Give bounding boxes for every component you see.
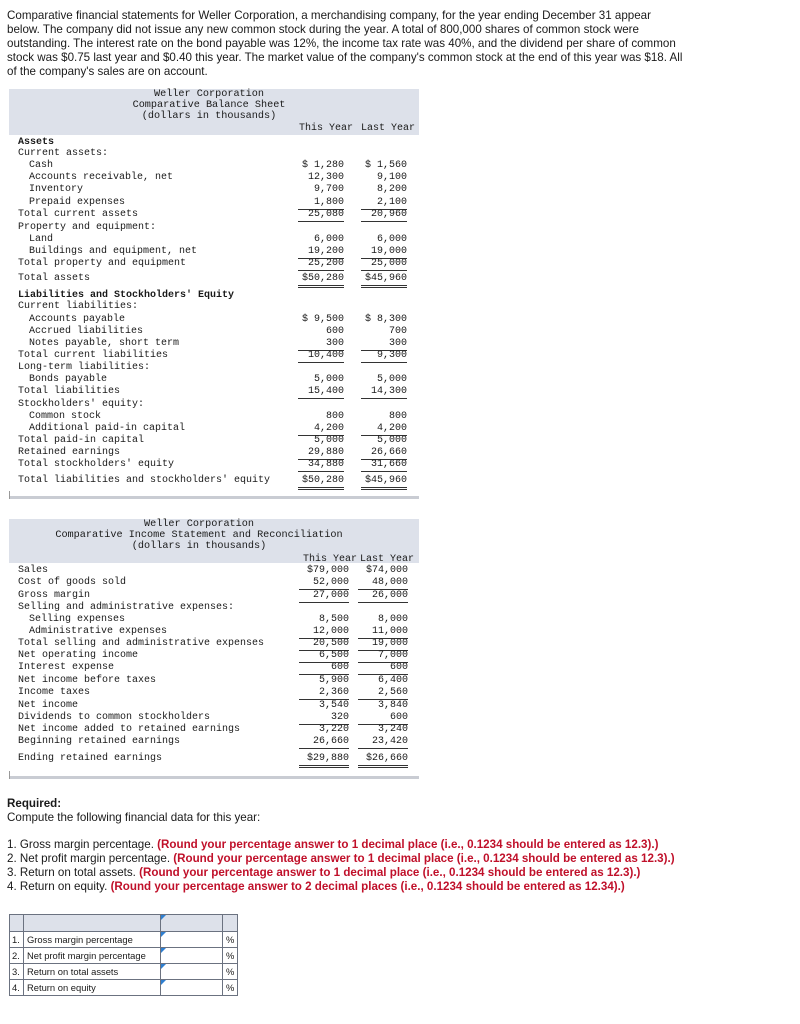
income-statement-this-year-value: 20,500 — [299, 638, 349, 651]
balance-sheet-last-year-value: 300 — [361, 338, 407, 351]
answer-input-cell[interactable] — [161, 932, 223, 948]
balance-sheet-this-year-value: 25,080 — [298, 209, 344, 222]
answer-row-number: 3. — [10, 964, 24, 980]
balance-sheet-last-year-value: 9,300 — [361, 350, 407, 363]
required-item-text: 1. Gross margin percentage. — [7, 838, 154, 851]
balance-sheet-this-year-value: 15,400 — [298, 386, 344, 399]
balance-sheet-this-year-value: 5,000 — [313, 435, 344, 446]
balance-sheet-last-year-value: 5,000 — [376, 374, 407, 385]
income-statement-row — [9, 590, 419, 602]
balance-sheet-row-label: Property and equipment: — [18, 222, 157, 233]
answer-input[interactable] — [161, 964, 222, 979]
answer-input-cell[interactable] — [161, 964, 223, 980]
balance-sheet-last-year-value: $45,960 — [361, 273, 407, 288]
balance-sheet-this-year-value: 1,800 — [298, 197, 344, 210]
required-item — [7, 866, 640, 880]
income-statement-last-year-value: 3,240 — [377, 724, 408, 735]
balance-sheet-this-year-value: $50,280 — [298, 475, 344, 490]
balance-sheet-row-label: Retained earnings — [18, 447, 121, 458]
balance-sheet-row — [9, 172, 419, 184]
balance-sheet-last-year-value: 31,660 — [361, 459, 407, 472]
income-statement-row-label: Cost of goods sold — [18, 577, 127, 588]
balance-sheet-row-label: Total liabilities — [18, 386, 121, 397]
balance-sheet-row — [9, 435, 419, 447]
required-item-rounding-note: (Round your percentage answer to 1 decimal place (i.e., 0.1234 should be entered as 12.3).) — [173, 852, 675, 865]
answer-row — [10, 948, 238, 964]
balance-sheet-last-year-value: 4,200 — [361, 423, 407, 436]
required-subheading: Compute the following financial data for this year: — [7, 811, 261, 824]
balance-sheet-row-label: Total current liabilities — [18, 350, 169, 361]
income-statement-company: Weller Corporation — [143, 519, 255, 530]
balance-sheet-row-label: Total assets — [18, 273, 91, 284]
income-statement-title: Comparative Income Statement and Reconciliation — [55, 530, 343, 541]
balance-sheet-row — [9, 184, 419, 196]
income-statement-last-year-value: 7,000 — [358, 650, 408, 663]
balance-sheet-row — [9, 350, 419, 362]
income-statement-row — [9, 650, 419, 662]
answer-row-label: Return on total assets — [24, 964, 161, 980]
balance-sheet-row — [9, 475, 419, 487]
balance-sheet-last-year-value: 8,200 — [376, 184, 407, 195]
balance-sheet-row — [9, 273, 419, 285]
balance-sheet-last-year-value: 6,000 — [376, 234, 407, 245]
balance-sheet-row-label: Accrued liabilities — [29, 326, 144, 337]
balance-sheet-row — [9, 459, 419, 471]
income-statement-this-year-value: 600 — [299, 662, 349, 675]
income-statement-last-year-value: 600 — [358, 662, 408, 675]
balance-sheet-row-label: Total liabilities and stockholders' equity — [18, 475, 271, 486]
answer-row-label: Gross margin percentage — [24, 932, 161, 948]
income-statement-row — [9, 614, 419, 626]
balance-sheet-row — [9, 222, 419, 234]
income-statement-row — [9, 577, 419, 589]
answer-input[interactable] — [161, 980, 222, 995]
balance-sheet-last-year-value: 14,300 — [361, 386, 407, 399]
balance-sheet-title: Comparative Balance Sheet — [132, 100, 286, 111]
required-item-rounding-note: (Round your percentage answer to 2 decimal places (i.e., 0.1234 should be entered as 12.34).) — [110, 880, 625, 893]
balance-sheet-this-year-value: 29,880 — [298, 447, 344, 460]
balance-sheet-this-year-value: 19,200 — [298, 246, 344, 259]
balance-sheet-row-label: Current assets: — [18, 148, 109, 159]
balance-sheet-last-year-value: $ 8,300 — [364, 314, 407, 325]
income-statement-this-year-value: $29,880 — [299, 753, 349, 768]
income-statement-this-year-value: 320 — [299, 712, 349, 725]
balance-sheet-row — [9, 160, 419, 172]
balance-sheet-this-year-value: 5,000 — [313, 374, 344, 385]
balance-sheet-row — [9, 423, 419, 435]
income-statement — [9, 519, 419, 779]
balance-sheet-row-label: Cash — [29, 160, 54, 171]
income-statement-row-label: Income taxes — [18, 687, 91, 698]
income-statement-row — [9, 687, 419, 699]
balance-sheet-last-year-value: 2,100 — [361, 197, 407, 210]
answer-row-label: Net profit margin percentage — [24, 948, 161, 964]
balance-sheet-row — [9, 301, 419, 313]
balance-sheet-last-year-value: 20,960 — [361, 209, 407, 222]
income-statement-row-label: Interest expense — [18, 662, 115, 673]
required-heading: Required: — [7, 797, 62, 810]
required-item-text: 4. Return on equity. — [7, 880, 108, 893]
income-statement-last-year-value: 26,000 — [358, 590, 408, 603]
income-statement-last-year-value: 11,000 — [358, 626, 408, 639]
income-statement-this-year-value: 27,000 — [299, 590, 349, 603]
balance-sheet-row — [9, 246, 419, 258]
answer-input-cell[interactable] — [161, 980, 223, 996]
income-statement-this-year-value: 6,500 — [299, 650, 349, 663]
income-statement-row-label: Gross margin — [18, 590, 91, 601]
balance-sheet-this-year-value: 600 — [325, 326, 344, 337]
balance-sheet-last-year-value: 9,100 — [376, 172, 407, 183]
balance-sheet-row — [9, 234, 419, 246]
income-statement-row-label: Administrative expenses — [29, 626, 168, 637]
balance-sheet-row-label: Common stock — [29, 411, 102, 422]
income-statement-last-year-value: 6,400 — [377, 675, 408, 686]
income-statement-row — [9, 753, 419, 765]
balance-sheet-row-label: Bonds payable — [29, 374, 108, 385]
income-statement-row — [9, 602, 419, 614]
income-statement-last-year-value: 48,000 — [358, 577, 408, 590]
income-statement-this-year-value: 12,000 — [299, 626, 349, 639]
income-statement-col-last-year: Last Year — [360, 554, 415, 565]
income-statement-last-year-value: $74,000 — [365, 565, 408, 576]
balance-sheet-units: (dollars in thousands) — [141, 111, 277, 122]
required-item-text: 2. Net profit margin percentage. — [7, 852, 171, 865]
balance-sheet-row-label: Current liabilities: — [18, 301, 139, 312]
answer-row-number: 1. — [10, 932, 24, 948]
balance-sheet-row-label: Total stockholders' equity — [18, 459, 175, 470]
balance-sheet-row — [9, 314, 419, 326]
balance-sheet-row — [9, 338, 419, 350]
balance-sheet-row-label: Additional paid-in capital — [29, 423, 186, 434]
income-statement-row — [9, 626, 419, 638]
income-statement-bottom-rule — [9, 776, 419, 779]
income-statement-row-label: Selling expenses — [29, 614, 126, 625]
answer-row-number: 4. — [10, 980, 24, 996]
balance-sheet-row-label: Stockholders' equity: — [18, 399, 145, 410]
income-statement-this-year-value: 3,220 — [318, 724, 349, 735]
income-statement-col-this-year: This Year — [303, 554, 358, 565]
balance-sheet-this-year-value: $ 1,280 — [301, 160, 344, 171]
income-statement-this-year-value: 2,360 — [299, 687, 349, 700]
balance-sheet-this-year-value: 34,880 — [298, 459, 344, 472]
percent-unit: % — [223, 964, 238, 980]
balance-sheet-row — [9, 399, 419, 411]
income-statement-last-year-value: 8,000 — [377, 614, 408, 625]
balance-sheet-row — [9, 374, 419, 386]
required-item-text: 3. Return on total assets. — [7, 866, 136, 879]
income-statement-row — [9, 700, 419, 712]
income-statement-row — [9, 724, 419, 736]
balance-sheet-col-last-year: Last Year — [361, 123, 416, 134]
balance-sheet-row-label: Total property and equipment — [18, 258, 187, 269]
balance-sheet-row-label: Total paid-in capital — [18, 435, 145, 446]
balance-sheet-row-label: Buildings and equipment, net — [29, 246, 198, 257]
balance-sheet-bottom-rule — [9, 496, 419, 499]
balance-sheet-col-this-year: This Year — [299, 123, 354, 134]
income-statement-last-year-value: 600 — [358, 712, 408, 725]
income-statement-last-year-value: 19,000 — [358, 638, 408, 651]
balance-sheet-row — [9, 197, 419, 209]
balance-sheet-row-label: Long-term liabilities: — [18, 362, 151, 373]
balance-sheet-this-year-value: 800 — [325, 411, 344, 422]
required-item-rounding-note: (Round your percentage answer to 1 decimal place (i.e., 0.1234 should be entered as 12.3).) — [157, 838, 659, 851]
income-statement-last-year-value: 3,840 — [377, 700, 408, 711]
balance-sheet-this-year-value: 4,200 — [298, 423, 344, 436]
balance-sheet-row — [9, 411, 419, 423]
balance-sheet-this-year-value: $ 9,500 — [301, 314, 344, 325]
answer-input[interactable] — [161, 948, 222, 963]
balance-sheet-this-year-value: 25,200 — [298, 258, 344, 271]
income-statement-row-label: Beginning retained earnings — [18, 736, 181, 747]
income-statement-row — [9, 638, 419, 650]
answer-table-header — [10, 915, 238, 932]
balance-sheet-row-label: Notes payable, short term — [29, 338, 180, 349]
balance-sheet-row — [9, 148, 419, 160]
answer-row — [10, 980, 238, 996]
income-statement-row — [9, 565, 419, 577]
balance-sheet-last-year-value: 26,660 — [361, 447, 407, 460]
balance-sheet-row-label: Prepaid expenses — [29, 197, 126, 208]
answer-table — [9, 914, 238, 996]
required-item — [7, 838, 658, 852]
income-statement-row — [9, 736, 419, 748]
answer-row — [10, 964, 238, 980]
income-statement-row-label: Sales — [18, 565, 49, 576]
balance-sheet-row-label: Inventory — [29, 184, 84, 195]
balance-sheet-row — [9, 386, 419, 398]
balance-sheet-last-year-value: $45,960 — [361, 475, 407, 490]
percent-unit: % — [223, 980, 238, 996]
income-statement-this-year-value: $79,000 — [306, 565, 349, 576]
income-statement-row — [9, 712, 419, 724]
answer-row-number: 2. — [10, 948, 24, 964]
income-statement-this-year-value: 3,540 — [318, 700, 349, 711]
balance-sheet-row-label: Accounts payable — [29, 314, 126, 325]
balance-sheet-row-label: Total current assets — [18, 209, 139, 220]
income-statement-row-label: Dividends to common stockholders — [18, 712, 211, 723]
answer-row-label: Return on equity — [24, 980, 161, 996]
answer-row — [10, 932, 238, 948]
required-item — [7, 880, 625, 894]
income-statement-last-year-value: 23,420 — [358, 736, 408, 749]
balance-sheet-row-label: Liabilities and Stockholders' Equity — [18, 290, 235, 301]
balance-sheet-last-year-value: 25,000 — [361, 258, 407, 271]
income-statement-last-year-value: $26,660 — [358, 753, 408, 768]
income-statement-last-year-value: 2,560 — [358, 687, 408, 700]
balance-sheet-row — [9, 362, 419, 374]
balance-sheet-this-year-value: $50,280 — [298, 273, 344, 288]
income-statement-row-label: Ending retained earnings — [18, 753, 163, 764]
balance-sheet-last-year-value: $ 1,560 — [364, 160, 407, 171]
balance-sheet-this-year-value: 12,300 — [307, 172, 344, 183]
balance-sheet-row — [9, 258, 419, 270]
required-item-rounding-note: (Round your percentage answer to 1 decimal place (i.e., 0.1234 should be entered as 12.3).) — [139, 866, 641, 879]
balance-sheet — [9, 89, 419, 499]
balance-sheet-row-label: Assets — [18, 137, 55, 148]
income-statement-this-year-value: 5,900 — [318, 675, 349, 686]
income-statement-row-label: Net operating income — [18, 650, 139, 661]
balance-sheet-company: Weller Corporation — [153, 89, 265, 100]
income-statement-row-label: Net income added to retained earnings — [18, 724, 241, 735]
income-statement-row-label: Net income before taxes — [18, 675, 157, 686]
income-statement-this-year-value: 52,000 — [299, 577, 349, 590]
income-statement-this-year-value: 8,500 — [318, 614, 349, 625]
balance-sheet-row — [9, 209, 419, 221]
answer-input-cell[interactable] — [161, 948, 223, 964]
balance-sheet-last-year-value: 700 — [388, 326, 407, 337]
required-item — [7, 852, 675, 866]
balance-sheet-row-label: Land — [29, 234, 54, 245]
income-statement-row-label: Net income — [18, 700, 79, 711]
percent-unit: % — [223, 948, 238, 964]
answer-input[interactable] — [161, 932, 222, 947]
income-statement-row — [9, 662, 419, 674]
balance-sheet-this-year-value: 9,700 — [313, 184, 344, 195]
income-statement-units: (dollars in thousands) — [131, 541, 267, 552]
income-statement-row-label: Total selling and administrative expenses — [18, 638, 265, 649]
problem-intro: Comparative financial statements for Weller Corporation, a merchandising company, for the year ending December 31 appear below. The company did not issue any new common stock during the year. A total of 800,000 shares of common stock were outstanding. The interest rate on the bond payable was 12%, the income tax rate was 40%, and the dividend per share of common stock was $0.75 last year and $0.40 this year. The market value of the company's common stock at the end of this year was $18. All of the company's sales are on account. — [7, 9, 683, 79]
income-statement-this-year-value: 26,660 — [299, 736, 349, 749]
balance-sheet-this-year-value: 6,000 — [313, 234, 344, 245]
balance-sheet-row — [9, 447, 419, 459]
balance-sheet-last-year-value: 19,000 — [361, 246, 407, 259]
balance-sheet-row-label: Accounts receivable, net — [29, 172, 174, 183]
balance-sheet-row — [9, 326, 419, 338]
balance-sheet-last-year-value: 5,000 — [376, 435, 407, 446]
percent-unit: % — [223, 932, 238, 948]
income-statement-row — [9, 675, 419, 687]
income-statement-row-label: Selling and administrative expenses: — [18, 602, 235, 613]
balance-sheet-this-year-value: 300 — [298, 338, 344, 351]
balance-sheet-this-year-value: 10,400 — [298, 350, 344, 363]
balance-sheet-last-year-value: 800 — [388, 411, 407, 422]
